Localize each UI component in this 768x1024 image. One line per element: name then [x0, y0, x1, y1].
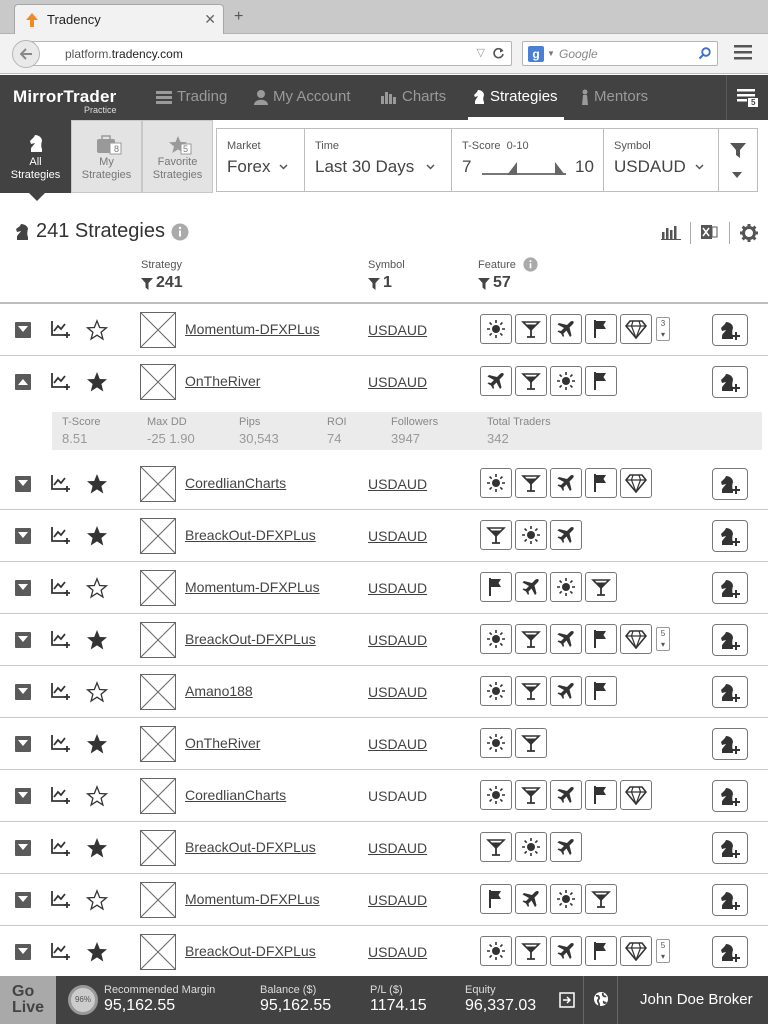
- tab-title: Tradency: [47, 12, 101, 27]
- tab-all-label-2: Strategies: [10, 169, 61, 181]
- go-live-button[interactable]: Go Live: [0, 976, 56, 1024]
- favorite-star-filled-icon[interactable]: [86, 371, 108, 393]
- favorite-star-filled-icon[interactable]: [86, 837, 108, 859]
- follow-strategy-button[interactable]: [712, 520, 748, 552]
- feature-cocktail-icon[interactable]: [515, 624, 547, 654]
- nav-charts-label: Charts: [402, 88, 447, 105]
- col-strategy-label: Strategy: [141, 259, 182, 271]
- feature-plane-icon[interactable]: [480, 366, 512, 396]
- add-chart-icon[interactable]: [51, 320, 71, 338]
- expand-row-button[interactable]: [15, 788, 31, 804]
- feature-icons: [480, 520, 582, 550]
- follow-strategy-button[interactable]: [712, 728, 748, 760]
- feature-cocktail-icon[interactable]: [515, 314, 547, 344]
- symbol-link[interactable]: USDAUD: [368, 580, 428, 596]
- address-bar[interactable]: [28, 41, 512, 66]
- browser-tab[interactable]: [14, 4, 224, 34]
- favorite-strategies-badge: 5: [183, 144, 189, 154]
- feature-cocktail-icon[interactable]: [585, 572, 617, 602]
- strategy-thumbnail: [140, 312, 176, 348]
- feature-plane-icon[interactable]: [550, 314, 582, 344]
- nav-charts[interactable]: [380, 88, 446, 105]
- favorite-star-filled-icon[interactable]: [86, 473, 108, 495]
- feature-icons: [480, 366, 617, 396]
- tab-close-icon[interactable]: ✕: [204, 11, 216, 27]
- symbol-link[interactable]: USDAUD: [368, 684, 428, 700]
- detail-maxdd: Max DD -25 1.90: [147, 416, 195, 446]
- app-header: [0, 75, 768, 120]
- strategy-name-link[interactable]: CoredlianCharts: [185, 475, 287, 491]
- notification-list-icon: [737, 89, 759, 107]
- follow-strategy-button[interactable]: [712, 314, 748, 346]
- nav-mentors-label: Mentors: [594, 88, 649, 105]
- strategy-thumbnail: [140, 830, 176, 866]
- feature-plane-icon[interactable]: [515, 572, 547, 602]
- feature-diamond-icon[interactable]: [620, 314, 652, 344]
- expand-row-button[interactable]: [15, 736, 31, 752]
- detail-roi: ROI 74: [327, 416, 347, 446]
- expand-row-button[interactable]: [15, 322, 31, 338]
- feature-flag-icon[interactable]: [585, 314, 617, 344]
- footer-balance: Balance ($) 95,162.55: [260, 984, 332, 1014]
- strategy-name-link[interactable]: Amano188: [185, 683, 253, 699]
- strategy-thumbnail: [140, 726, 176, 762]
- favorite-star-filled-icon[interactable]: [86, 733, 108, 755]
- detail-tscore: T-Score 8.51: [62, 416, 101, 446]
- feature-icons: [480, 572, 617, 602]
- filter-button[interactable]: [719, 129, 757, 191]
- tab-all-strategies[interactable]: [0, 120, 71, 193]
- feature-flag-icon[interactable]: [480, 884, 512, 914]
- feature-icons: [480, 728, 547, 758]
- strategy-row: [0, 718, 768, 770]
- col-feature-count: 57: [493, 274, 511, 291]
- feature-plane-icon[interactable]: [550, 520, 582, 550]
- time-label: Time: [315, 140, 340, 152]
- feature-sun-icon[interactable]: [480, 314, 512, 344]
- feature-cocktail-icon[interactable]: [515, 728, 547, 758]
- feature-flag-icon[interactable]: [585, 468, 617, 498]
- strategy-name-link[interactable]: BreackOut-DFXPLus: [185, 943, 316, 959]
- tscore-min-value: 7: [462, 157, 472, 176]
- nav-trading[interactable]: [155, 88, 227, 105]
- strategy-name-link[interactable]: BreackOut-DFXPLus: [185, 631, 316, 647]
- symbol-link[interactable]: USDAUD: [368, 528, 428, 544]
- chess-knight-icon: [14, 223, 30, 241]
- strategy-details-panel: [52, 412, 762, 450]
- add-chart-icon[interactable]: [51, 372, 71, 390]
- add-chart-icon[interactable]: [51, 890, 71, 908]
- strategy-row: [0, 614, 768, 666]
- footer-equity: Equity 96,337.03: [465, 984, 537, 1014]
- feature-flag-icon[interactable]: [585, 780, 617, 810]
- strategy-name-link[interactable]: OnTheRiver: [185, 735, 261, 751]
- col-strategy-count: 241: [156, 274, 183, 291]
- expand-row-button[interactable]: [15, 580, 31, 596]
- filter-box: [216, 128, 758, 192]
- feature-sun-icon[interactable]: [515, 520, 547, 550]
- chevron-down-icon: [279, 164, 288, 170]
- feature-cocktail-icon[interactable]: [515, 676, 547, 706]
- symbol-label: Symbol: [614, 140, 651, 152]
- follow-strategy-button[interactable]: [712, 572, 748, 604]
- expand-row-button[interactable]: [15, 944, 31, 960]
- back-button[interactable]: [12, 40, 40, 68]
- chart-view-icon[interactable]: [661, 224, 681, 240]
- col-symbol-label: Symbol: [368, 259, 405, 271]
- follow-strategy-button[interactable]: [712, 780, 748, 812]
- chevron-down-icon: [426, 164, 435, 170]
- broker-name[interactable]: John Doe Broker: [617, 976, 768, 1024]
- follow-strategy-button[interactable]: [712, 832, 748, 864]
- tab-fav-label-2: Strategies: [152, 169, 203, 181]
- feature-sun-icon[interactable]: [480, 676, 512, 706]
- tab-my-label-1: My: [99, 156, 114, 168]
- favorite-star-empty-icon[interactable]: [86, 577, 108, 599]
- browser-nav-bar: [0, 34, 768, 74]
- footer-margin: Recommended Margin 95,162.55: [104, 984, 216, 1014]
- feature-cocktail-icon[interactable]: [480, 520, 512, 550]
- feature-plane-icon[interactable]: [550, 676, 582, 706]
- symbol-link[interactable]: USDAUD: [368, 374, 428, 390]
- strategy-thumbnail: [140, 778, 176, 814]
- chevron-down-icon: [695, 164, 704, 170]
- strategy-name-link[interactable]: Momentum-DFXPLus: [185, 891, 320, 907]
- more-features-button[interactable]: 3 ▾: [656, 317, 670, 341]
- strategy-row: [0, 458, 768, 510]
- feature-flag-icon[interactable]: [585, 936, 617, 966]
- notifications-button[interactable]: [726, 75, 768, 120]
- tscore-slider-track: [482, 173, 566, 175]
- filter-row: [0, 120, 768, 198]
- notifications-count: 5: [751, 98, 756, 107]
- column-header-row: [0, 258, 768, 304]
- tscore-max-value: 10: [575, 157, 594, 176]
- strategy-thumbnail: [140, 674, 176, 710]
- feature-sun-icon[interactable]: [480, 728, 512, 758]
- dropdown-arrow-icon[interactable]: ▽: [476, 47, 485, 59]
- feature-sun-icon[interactable]: [480, 936, 512, 966]
- favorite-star-empty-icon[interactable]: [86, 889, 108, 911]
- feature-diamond-icon[interactable]: [620, 780, 652, 810]
- expand-row-button[interactable]: [15, 632, 31, 648]
- favorite-star-empty-icon[interactable]: [86, 681, 108, 703]
- new-tab-icon[interactable]: +: [234, 8, 244, 25]
- add-chart-icon[interactable]: [51, 682, 71, 700]
- tradency-favicon-icon: [25, 12, 39, 28]
- filter-funnel-icon: [730, 142, 746, 158]
- feature-cocktail-icon[interactable]: [480, 832, 512, 862]
- expand-row-button[interactable]: [15, 840, 31, 856]
- active-tab-pointer-icon: [29, 193, 45, 202]
- col-symbol-filter[interactable]: [368, 274, 392, 292]
- feature-cocktail-icon[interactable]: [585, 884, 617, 914]
- symbol-link[interactable]: USDAUD: [368, 788, 428, 804]
- tab-fav-label-1: Favorite: [157, 156, 198, 168]
- feature-cocktail-icon[interactable]: [515, 468, 547, 498]
- add-chart-icon[interactable]: [51, 578, 71, 596]
- strategy-thumbnail: [140, 934, 176, 970]
- follow-strategy-button[interactable]: [712, 624, 748, 656]
- caret-down-icon: [732, 172, 742, 178]
- tscore-max-handle[interactable]: [555, 162, 565, 175]
- symbol-link[interactable]: USDAUD: [368, 840, 428, 856]
- feature-icons: [480, 780, 652, 810]
- browser-menu-icon[interactable]: [734, 44, 752, 60]
- feature-flag-icon[interactable]: [585, 624, 617, 654]
- feature-plane-icon[interactable]: [550, 936, 582, 966]
- favorite-star-filled-icon[interactable]: [86, 629, 108, 651]
- address-url: platform.tradency.com: [65, 47, 183, 61]
- feature-icons: [480, 676, 617, 706]
- col-feature-filter[interactable]: [478, 274, 511, 292]
- more-features-button[interactable]: 5 ▾: [656, 627, 670, 651]
- add-chart-icon[interactable]: [51, 526, 71, 544]
- add-chart-icon[interactable]: [51, 838, 71, 856]
- strategy-row: [0, 822, 768, 874]
- feature-sun-icon[interactable]: [480, 468, 512, 498]
- nav-trading-label: Trading: [177, 88, 228, 105]
- feature-icons: [480, 314, 670, 344]
- follow-strategy-button[interactable]: [712, 936, 748, 968]
- follow-strategy-button[interactable]: [712, 468, 748, 500]
- symbol-link[interactable]: USDAUD: [368, 322, 428, 338]
- brand-logo[interactable]: MirrorTrader: [13, 87, 117, 106]
- feature-flag-icon[interactable]: [480, 572, 512, 602]
- toolbar-divider: [729, 222, 730, 244]
- detail-total-traders: Total Traders 342: [487, 416, 551, 446]
- add-chart-icon[interactable]: [51, 942, 71, 960]
- tab-favorite-strategies[interactable]: [142, 120, 213, 193]
- follow-strategy-button[interactable]: [712, 884, 748, 916]
- reload-icon[interactable]: [492, 47, 505, 60]
- excel-export-icon[interactable]: [700, 224, 718, 240]
- info-icon[interactable]: [171, 223, 189, 241]
- add-chart-icon[interactable]: [51, 474, 71, 492]
- add-chart-icon[interactable]: [51, 630, 71, 648]
- market-filter[interactable]: [217, 129, 305, 191]
- nav-mentors[interactable]: [580, 88, 648, 105]
- strategy-name-link[interactable]: BreackOut-DFXPLus: [185, 839, 316, 855]
- strategy-row: [0, 304, 768, 356]
- strategy-thumbnail: [140, 364, 176, 400]
- feature-icons: [480, 624, 670, 654]
- feature-sun-icon[interactable]: [550, 884, 582, 914]
- filter-funnel-icon: [478, 277, 490, 290]
- favorite-star-empty-icon[interactable]: [86, 785, 108, 807]
- feature-sun-icon[interactable]: [550, 366, 582, 396]
- bar-chart-icon: [380, 90, 398, 104]
- globe-icon: [593, 991, 609, 1007]
- col-strategy-filter[interactable]: [141, 274, 183, 292]
- strategy-thumbnail: [140, 882, 176, 918]
- col-symbol-count: 1: [383, 274, 392, 291]
- feature-diamond-icon[interactable]: [620, 624, 652, 654]
- account-footer: [0, 976, 768, 1024]
- chess-knight-icon: [28, 134, 44, 153]
- toolbar-divider: [690, 222, 691, 244]
- strategy-name-link[interactable]: OnTheRiver: [185, 373, 261, 389]
- add-chart-icon[interactable]: [51, 786, 71, 804]
- google-icon[interactable]: g: [528, 46, 544, 62]
- feature-sun-icon[interactable]: [480, 780, 512, 810]
- feature-sun-icon[interactable]: [480, 624, 512, 654]
- nav-my-account-label: My Account: [273, 88, 351, 105]
- strategies-count: 241 Strategies: [36, 220, 165, 242]
- chess-knight-icon: [472, 89, 486, 105]
- trading-icon: [155, 89, 173, 105]
- symbol-link[interactable]: USDAUD: [368, 944, 428, 960]
- symbol-value: USDAUD: [614, 157, 686, 176]
- symbol-filter[interactable]: [604, 129, 719, 191]
- tscore-min-handle[interactable]: [507, 162, 517, 175]
- follow-strategy-button[interactable]: [712, 676, 748, 708]
- feature-flag-icon[interactable]: [585, 366, 617, 396]
- market-value: Forex: [227, 157, 271, 176]
- strategy-thumbnail: [140, 622, 176, 658]
- settings-gear-icon[interactable]: [740, 224, 758, 242]
- expand-row-button[interactable]: [15, 892, 31, 908]
- search-icon[interactable]: [698, 47, 711, 60]
- symbol-link[interactable]: USDAUD: [368, 892, 428, 908]
- symbol-link[interactable]: USDAUD: [368, 736, 428, 752]
- feature-cocktail-icon[interactable]: [515, 936, 547, 966]
- tab-all-label-1: All: [29, 156, 42, 168]
- nav-strategies-label: Strategies: [490, 88, 558, 105]
- feature-icons: [480, 884, 617, 914]
- nav-strategies[interactable]: [472, 88, 558, 105]
- globe-button[interactable]: [583, 976, 617, 1024]
- expand-row-button[interactable]: [15, 684, 31, 700]
- col-feature-label: Feature: [478, 259, 516, 271]
- strategy-thumbnail: [140, 518, 176, 554]
- strategy-row: [0, 562, 768, 614]
- feature-diamond-icon[interactable]: [620, 936, 652, 966]
- nav-my-account[interactable]: [253, 88, 351, 105]
- strategy-row: [0, 874, 768, 926]
- strategy-name-link[interactable]: Momentum-DFXPLus: [185, 579, 320, 595]
- brand-subtitle: Practice: [84, 105, 117, 115]
- add-chart-icon[interactable]: [51, 734, 71, 752]
- tscore-label: T-Score 0-10: [462, 140, 529, 152]
- login-arrow-icon[interactable]: [559, 992, 575, 1008]
- user-icon: [253, 89, 269, 105]
- footer-pl: P/L ($) 1174.15: [370, 984, 427, 1014]
- favorite-star-empty-icon[interactable]: [86, 319, 108, 341]
- detail-pips: Pips 30,543: [239, 416, 279, 446]
- time-filter[interactable]: [305, 129, 452, 191]
- feature-cocktail-icon[interactable]: [515, 780, 547, 810]
- filter-funnel-icon: [141, 277, 153, 290]
- time-value: Last 30 Days: [315, 157, 415, 176]
- favorite-star-filled-icon[interactable]: [86, 941, 108, 963]
- strategies-count-header: [14, 220, 189, 243]
- filter-funnel-icon: [368, 277, 380, 290]
- strategy-row: [0, 666, 768, 718]
- tab-my-strategies[interactable]: [71, 120, 142, 193]
- strategy-row: [0, 926, 768, 978]
- strategy-name-link[interactable]: CoredlianCharts: [185, 787, 287, 803]
- tab-my-label-2: Strategies: [81, 169, 132, 181]
- strategy-name-link[interactable]: Momentum-DFXPLus: [185, 321, 320, 337]
- market-label: Market: [227, 140, 261, 152]
- feature-cocktail-icon[interactable]: [515, 366, 547, 396]
- feature-sun-icon[interactable]: [550, 572, 582, 602]
- collapse-row-button[interactable]: [15, 374, 31, 390]
- mentor-icon: [580, 89, 590, 105]
- more-features-button[interactable]: 5 ▾: [656, 939, 670, 963]
- detail-followers: Followers 3947: [391, 416, 439, 446]
- feature-plane-icon[interactable]: [550, 832, 582, 862]
- follow-strategy-button[interactable]: [712, 366, 748, 398]
- feature-plane-icon[interactable]: [550, 624, 582, 654]
- feature-plane-icon[interactable]: [515, 884, 547, 914]
- expand-row-button[interactable]: [15, 476, 31, 492]
- feature-plane-icon[interactable]: [550, 468, 582, 498]
- favorite-star-filled-icon[interactable]: [86, 525, 108, 547]
- search-engine-dropdown-icon[interactable]: ▼: [547, 49, 555, 58]
- symbol-link[interactable]: USDAUD: [368, 632, 428, 648]
- feature-diamond-icon[interactable]: [620, 468, 652, 498]
- info-icon[interactable]: [523, 257, 538, 272]
- favorite-star-icon: [168, 135, 192, 155]
- strategy-row: [0, 770, 768, 822]
- tscore-filter: [452, 129, 604, 191]
- back-arrow-icon: [20, 48, 33, 60]
- expand-row-button[interactable]: [15, 528, 31, 544]
- strategy-thumbnail: [140, 570, 176, 606]
- margin-gauge: 96%: [68, 985, 98, 1015]
- symbol-link[interactable]: USDAUD: [368, 476, 428, 492]
- feature-flag-icon[interactable]: [585, 676, 617, 706]
- search-bar[interactable]: [522, 41, 718, 66]
- strategy-thumbnail: [140, 466, 176, 502]
- feature-icons: [480, 832, 582, 862]
- my-strategies-badge: 8: [114, 144, 120, 154]
- search-placeholder: Google: [559, 47, 598, 61]
- feature-icons: [480, 468, 652, 498]
- browser-tab-bar: [0, 0, 768, 34]
- feature-plane-icon[interactable]: [550, 780, 582, 810]
- strategy-name-link[interactable]: BreackOut-DFXPLus: [185, 527, 316, 543]
- strategy-row: [0, 510, 768, 562]
- feature-icons: [480, 936, 670, 966]
- feature-sun-icon[interactable]: [515, 832, 547, 862]
